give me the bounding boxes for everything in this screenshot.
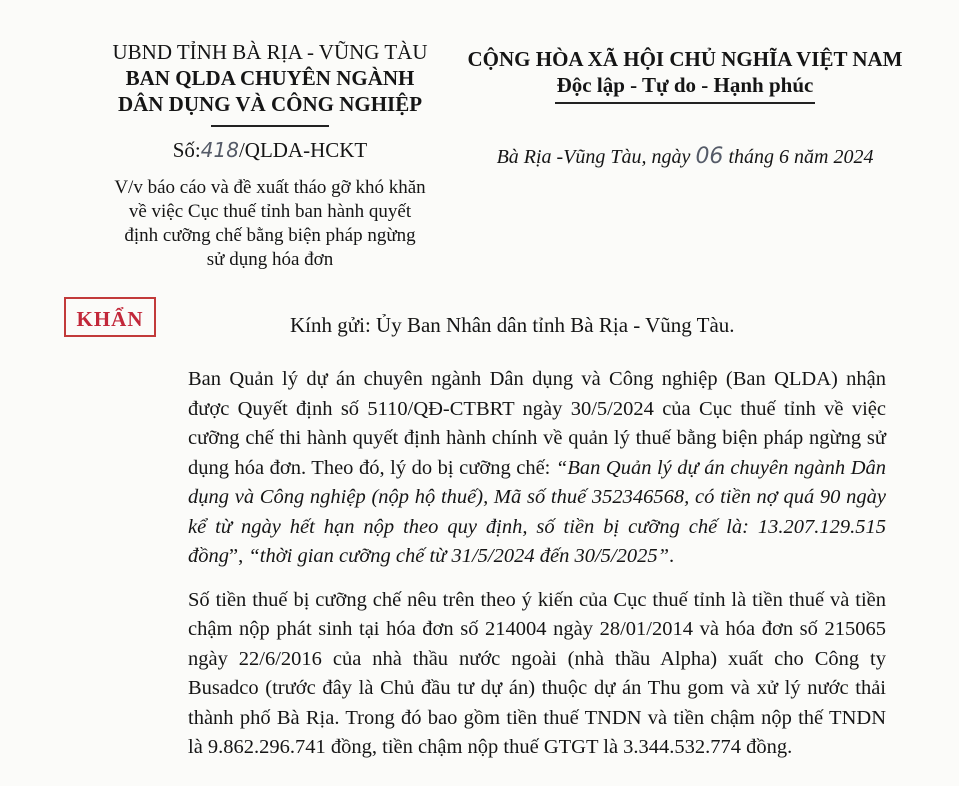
subject-line: về việc Cục thuế tỉnh ban hành quyết xyxy=(128,201,412,222)
quote-separator: ”, xyxy=(229,545,249,567)
agency-underline xyxy=(211,125,329,127)
national-title: CỘNG HÒA XÃ HỘI CHỦ NGHĨA VIỆT NAM xyxy=(467,47,903,71)
body-paragraph-1 xyxy=(122,365,886,572)
place-and-date xyxy=(460,144,910,169)
date-suffix: tháng 6 năm 2024 xyxy=(723,146,874,168)
subject-line: V/v báo cáo và đề xuất tháo gỡ khó khăn xyxy=(114,177,426,198)
quoted-reason: “Ban Quản lý dự án chuyên ngành Dân dụng và Công nghiệp (nộp hộ thuế), Mã số thuế 352346568, có tiền nợ quá 90 ngày kể từ ngày hết hạn nộp theo quy định, số tiền bị cưỡng chế là: 13.207.129.515 đồng xyxy=(188,456,886,567)
motto-underline xyxy=(555,102,815,104)
national-motto: Độc lập - Tự do - Hạnh phúc xyxy=(556,73,814,97)
handwritten-day: 06 xyxy=(695,144,724,169)
recipient-line: Kính gửi: Ủy Ban Nhân dân tỉnh Bà Rịa - Vũng Tàu. xyxy=(290,313,735,337)
document-number xyxy=(60,138,480,163)
body-paragraph-2: Số tiền thuế bị cưỡng chế nêu trên theo ý kiến của Cục thuế tỉnh là tiền thuế và tiền chậm nộp phát sinh tại hóa đơn số 214004 ngày 28/01/2014 và hóa đơn số 215065 ngày 22/6/2016 của nhà thầu nước ngoài (nhà thầu Alpha) xuất cho Công ty Busadco (trước đây là Chủ đầu tư dự án) thuộc dự án Thu gom và xử lý nước thải thành phố Bà Rịa. Trong đó bao gồm tiền thuế TNDN và tiền chậm nộp thế TNDN là 9.862.296.741 đồng, tiền chậm nộp thuế GTGT là 3.344.532.774 đồng. xyxy=(188,588,886,758)
issuing-agency-block xyxy=(60,40,480,127)
urgent-stamp: KHẨN xyxy=(64,297,156,337)
handwritten-number: 418 xyxy=(200,138,239,162)
date-prefix: Bà Rịa -Vũng Tàu, ngày xyxy=(496,146,696,168)
number-suffix: /QLDA-HCKT xyxy=(238,138,368,162)
subject-line: định cưỡng chế bằng biện pháp ngừng xyxy=(124,225,416,246)
parent-agency: UBND TỈNH BÀ RỊA - VŨNG TÀU xyxy=(112,40,428,64)
quoted-period: “thời gian cưỡng chế từ 31/5/2024 đến 30/5/2025” xyxy=(248,545,669,567)
subject-line: sử dụng hóa đơn xyxy=(206,249,334,270)
number-prefix: Số: xyxy=(172,138,201,162)
letter-body xyxy=(122,365,886,763)
agency-name-line1: BAN QLDA CHUYÊN NGÀNH xyxy=(125,66,415,90)
paragraph-text: Ban Quản lý dự án chuyên ngành Dân dụng và Công nghiệp (Ban QLDA) nhận được Quyết định số 5110/QĐ-CTBRT ngày 30/5/2024 của Cục thuế tỉnh về việc cưỡng chế thi hành quyết định hành chính về quản lý thuế bằng biện pháp ngừng sử dụng hóa đơn. Theo đó, lý do bị cưỡng chế: xyxy=(188,368,886,479)
paragraph-end: . xyxy=(669,545,675,567)
agency-name-line2: DÂN DỤNG VÀ CÔNG NGHIỆP xyxy=(117,92,423,116)
national-title-block xyxy=(460,46,910,104)
document-subject xyxy=(60,176,480,272)
